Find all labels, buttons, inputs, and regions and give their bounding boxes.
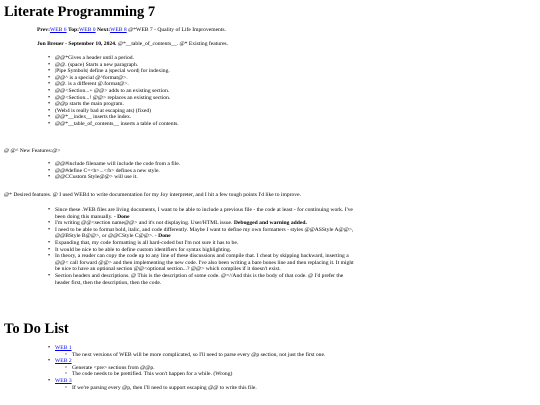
prev-label: Prev: bbox=[37, 27, 50, 33]
list-item: • I need to be able to format bold, italic, and code differently. Maybe I want to define my own formatters - styles @@ASStyle A@@>, @@BStyle B@@>, or @@CStyle C@@>. - Done bbox=[55, 227, 355, 240]
page-title: Literate Programming 7 bbox=[4, 4, 156, 20]
todo-link[interactable]: WEB 1 bbox=[55, 345, 72, 351]
desired-features-heading: @* Desired features. @ I used WEB4 to write documentation for my Joy interpreter, and I hit a few tough points I'd like to improve. bbox=[4, 192, 301, 198]
list-item: • @@<Section...! @@> replaces an existing section. bbox=[55, 95, 179, 102]
next-link[interactable]: WEB 8 bbox=[110, 27, 127, 33]
top-link[interactable]: WEB 0 bbox=[78, 27, 96, 33]
todo-item bbox=[55, 345, 355, 358]
list-item: • In theory, a reader can copy the code up to any line of these discussions and compile that. I cheat by skipping backward, inserting a @@< call forward @@> and then implementing the new code. I've also been writing a bare bones line and then replacing it. It might be nice to have an optional section @@<optional section...? @@> which compiles if it doesn't exist. bbox=[55, 253, 355, 273]
todo-list bbox=[55, 345, 355, 391]
list-item: • @@*__table_of_contents__ inserts a table of contents. bbox=[55, 121, 179, 128]
author-date: Jon Breuer - September 10, 2024. bbox=[37, 41, 117, 47]
list-item: • @@*Gives a header until a period. bbox=[55, 55, 179, 62]
todo-link[interactable]: WEB 2 bbox=[55, 358, 72, 365]
byline-tail: @*__table_of_contents__. @* Existing features. bbox=[117, 41, 229, 47]
new-features-heading: @ @^ New Features:@> bbox=[4, 148, 61, 154]
top-label: Top: bbox=[67, 27, 79, 33]
list-item: ◦ Generate <pre> sections from @@p. bbox=[72, 365, 355, 372]
nav-tail: @*WEB 7 - Quality of Life Improvements. bbox=[128, 27, 226, 33]
list-item: • @@CCustom Style@@> will use it. bbox=[55, 174, 180, 181]
list-item: • @@. is a different @.format@>. bbox=[55, 81, 179, 88]
existing-features-list bbox=[55, 55, 179, 128]
next-label: Next: bbox=[97, 27, 111, 33]
todo-item bbox=[55, 358, 355, 378]
list-item: • @@<Section...+ @@> adds to an existing section. bbox=[55, 88, 179, 95]
list-item: • @@. (space) Starts a new paragraph. bbox=[55, 62, 179, 69]
list-item: • Section headers and descriptions. @ This is the description of some code. @=//And this is the body of that code. @ I'd prefer the header first, then the description, then the code. bbox=[55, 273, 355, 286]
list-item: ◦ The next versions of WEB will be more complicated, so I'll need to parse every @p section, not just the first one. bbox=[72, 352, 355, 359]
nav-line bbox=[37, 27, 226, 34]
todo-sublist bbox=[55, 352, 355, 359]
list-item: ◦ The code needs to be prettified. This won't happen for a while. (Wrong) bbox=[72, 371, 355, 378]
todo-sublist bbox=[55, 385, 355, 392]
list-item: • (Web4 is really bad at escaping ats) (fixed) bbox=[55, 108, 179, 115]
list-item: • It would be nice to be able to define custom identifiers for syntax highlighting. bbox=[55, 247, 355, 254]
new-features-list bbox=[55, 161, 180, 181]
list-item: • @@p starts the main program. bbox=[55, 101, 179, 108]
list-item: • |Pipe Symbols| define a |special word| for indexing. bbox=[55, 68, 179, 75]
todo-sublist bbox=[55, 365, 355, 378]
byline bbox=[37, 41, 228, 48]
todo-link[interactable]: WEB 3 bbox=[55, 377, 72, 384]
todo-heading: To Do List bbox=[4, 321, 69, 337]
list-item: • @@#include filename will include the code from a file. bbox=[55, 161, 180, 168]
list-item: • @@#define C=<b>...</b> defines a new style. bbox=[55, 168, 180, 175]
list-item: • I'm writing @@<section name@@> and it's not displaying. User/HTML issue. Debugged and warning added. bbox=[55, 220, 355, 227]
desired-features-list bbox=[55, 207, 355, 286]
list-item: • Expanding that, my code formatting is all hard-coded but I'm not sure it has to be. bbox=[55, 240, 355, 247]
list-item: • Since these .WEB files are living documents, I want to be able to include a previous file - the code at least - for continuing work. I've been doing this manually. - Done bbox=[55, 207, 355, 220]
list-item: ◦ If we're parsing every @p, then I'll need to support escaping @@ to write this file. bbox=[72, 385, 355, 392]
list-item: • @@^ is a special @^format@>. bbox=[55, 75, 179, 82]
list-item: • @@*__index__ inserts the index. bbox=[55, 114, 179, 121]
todo-item bbox=[55, 378, 355, 391]
prev-link[interactable]: WEB 6 bbox=[49, 27, 67, 33]
